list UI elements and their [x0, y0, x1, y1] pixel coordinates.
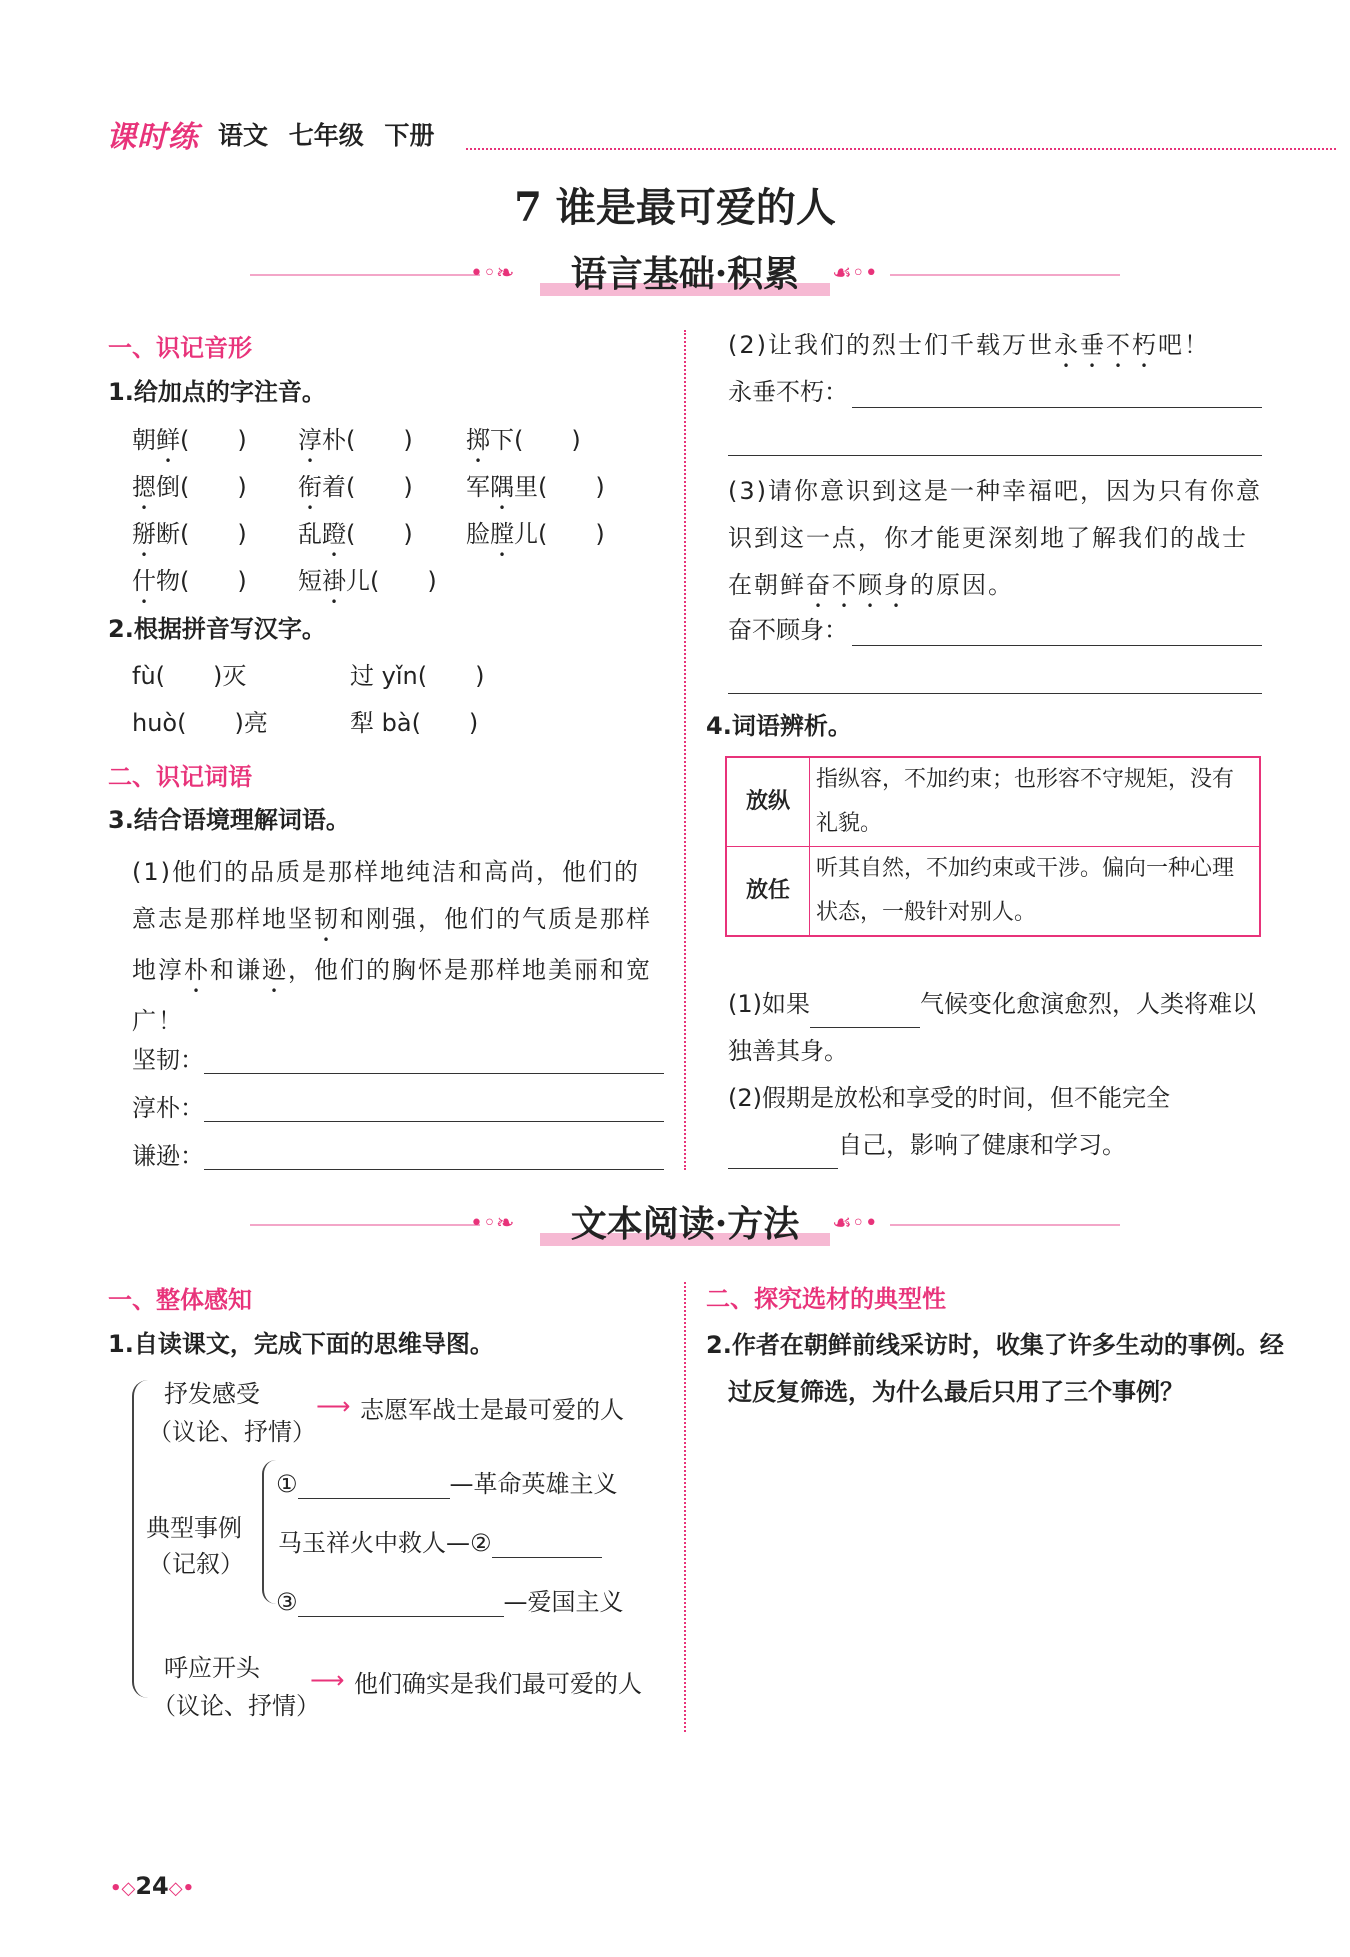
part-title-shiji-ciyu: 二、识记词语: [108, 763, 252, 791]
table-row: [726, 757, 1260, 847]
ornament-left-icon: •◦❧: [470, 261, 515, 286]
hanzi-item: fù( )灭: [132, 662, 247, 690]
mind-node-label: （记叙）: [148, 1550, 244, 1578]
ornament-right-icon: ☙◦•: [832, 261, 878, 286]
example-result: —革命英雄主义: [449, 1470, 618, 1498]
question-4-sentence-1: [728, 981, 1268, 1075]
answer-line[interactable]: [728, 455, 1262, 456]
answer-line[interactable]: [852, 407, 1262, 408]
header-divider: [466, 148, 1336, 150]
ornament-right-icon: ☙◦•: [832, 1211, 878, 1236]
word-label-fenbugushen: 奋不顾身：: [728, 616, 848, 644]
mind-node-result: 他们确实是我们最可爱的人: [354, 1670, 642, 1698]
table-word: 放任: [726, 847, 810, 937]
word-analysis-table: [725, 756, 1261, 937]
table-definition: 指纵容，不加约束；也形容不守规矩，没有礼貌。: [810, 757, 1261, 847]
mind-example-1: [276, 1464, 618, 1499]
mind-map-sub-brace: [262, 1460, 276, 1604]
pinyin-item: 摁倒( ): [132, 473, 247, 501]
example-number: ①: [276, 1470, 298, 1498]
mind-example-2: [278, 1523, 602, 1558]
pinyin-item: 什物( ): [132, 567, 247, 595]
question-3: 3.结合语境理解词语。: [108, 806, 350, 834]
page-number: •◇24◇•: [110, 1872, 195, 1900]
pinyin-item: 掰断( ): [132, 520, 247, 548]
question-4-sentence-2: [728, 1075, 1268, 1169]
table-row: [726, 847, 1260, 937]
answer-line[interactable]: [204, 1169, 664, 1170]
word-label-chunpu: 淳朴：: [132, 1094, 204, 1122]
column-divider-1: [684, 330, 686, 1170]
brand-logo: 课时练: [106, 120, 199, 155]
mind-node-label: 典型事例: [146, 1514, 242, 1542]
banner-title-2: 文本阅读·方法: [570, 1203, 800, 1245]
pinyin-item: 掷下( ): [466, 426, 581, 454]
fill-blank[interactable]: [298, 1472, 450, 1499]
example-text: 马玉祥火中救人—: [278, 1529, 470, 1557]
pinyin-item: 军隅里( ): [466, 473, 605, 501]
hanzi-item: huò( )亮: [132, 709, 268, 737]
word-label-yongchuibuxiu: 永垂不朽：: [728, 378, 848, 406]
pinyin-item: 朝鲜( ): [132, 426, 247, 454]
table-word: 放纵: [726, 757, 810, 847]
question-2-reading: [706, 1322, 1288, 1416]
answer-line[interactable]: [204, 1073, 664, 1074]
answer-line[interactable]: [852, 645, 1262, 646]
mind-example-3: [276, 1582, 624, 1617]
banner-title-1: 语言基础·积累: [570, 253, 800, 295]
question-3-passage-1: (1)他们的品质是那样地纯洁和高尚，他们的意志是那样地坚韧和刚强，他们的气质是那样地淳朴和谦逊，他们的胸怀是那样地美丽和宽广！: [132, 858, 652, 1035]
mind-node-label: （议论、抒情）: [152, 1692, 320, 1720]
sentence-part: (2)假期是放松和享受的时间，但不能完全: [728, 1084, 1170, 1112]
hanzi-item: 犁 bà( ): [350, 709, 479, 737]
pinyin-item: 乱蹬( ): [298, 520, 413, 548]
fill-blank[interactable]: [492, 1531, 602, 1558]
answer-line[interactable]: [204, 1121, 664, 1122]
mind-node-label: 抒发感受: [164, 1380, 260, 1408]
example-result: —爱国主义: [503, 1588, 624, 1616]
part-title-zhengti-ganzhi: 一、整体感知: [108, 1286, 252, 1314]
word-label-jianren: 坚韧：: [132, 1046, 204, 1074]
arrow-right-icon: ⟶: [316, 1392, 351, 1420]
fill-blank[interactable]: [728, 1142, 838, 1169]
part-title-shiji-yinxing: 一、识记音形: [108, 334, 252, 362]
pinyin-item: 衔着( ): [298, 473, 413, 501]
question-1: 1.给加点的字注音。: [108, 378, 326, 406]
mind-node-result: 志愿军战士是最可爱的人: [360, 1396, 624, 1424]
pinyin-item: 淳朴( ): [298, 426, 413, 454]
answer-line[interactable]: [728, 693, 1262, 694]
section-banner-1: [0, 250, 1350, 300]
table-definition: 听其自然，不加约束或干涉。偏向一种心理状态，一般针对别人。: [810, 847, 1261, 937]
fill-blank[interactable]: [298, 1590, 504, 1617]
page-title: 7 谁是最可爱的人: [514, 184, 836, 231]
sentence-part: 气候变化愈演愈烈，人类将难以独善其身。: [728, 990, 1256, 1065]
example-number: ②: [470, 1529, 492, 1557]
pinyin-item: 短褂儿( ): [298, 567, 437, 595]
fill-blank[interactable]: [810, 1001, 920, 1028]
question-4: 4.词语辨析。: [706, 712, 852, 740]
mind-node-label: （议论、抒情）: [148, 1418, 316, 1446]
question-3-passage-2: (2)让我们的烈士们千载万世永垂不朽吧！: [728, 331, 1210, 359]
header-subject: 语文 七年级 下册: [218, 121, 435, 150]
page-number-value: 24: [135, 1872, 169, 1900]
question-2: 2.根据拼音写汉字。: [108, 615, 326, 643]
mind-node-label: 呼应开头: [164, 1654, 260, 1682]
hanzi-item: 过 yǐn( ): [350, 662, 485, 690]
ornament-left-icon: •◦❧: [470, 1211, 515, 1236]
section-banner-2: [0, 1200, 1350, 1250]
sentence-part: (1)如果: [728, 990, 810, 1018]
question-1-reading: 1.自读课文，完成下面的思维导图。: [108, 1330, 494, 1358]
sentence-part: 自己，影响了健康和学习。: [838, 1131, 1126, 1159]
arrow-right-icon: ⟶: [310, 1666, 345, 1694]
question-text: 2.作者在朝鲜前线采访时，收集了许多生动的事例。经过反复筛选，为什么最后只用了三个事例？: [706, 1331, 1284, 1406]
word-label-qianxun: 谦逊：: [132, 1142, 204, 1170]
part-title-tanjiu: 二、探究选材的典型性: [706, 1285, 946, 1313]
question-3-passage-3: (3)请你意识到这是一种幸福吧，因为只有你意识到这一点，你才能更深刻地了解我们的战士在朝鲜奋不顾身的原因。: [728, 477, 1262, 599]
example-number: ③: [276, 1588, 298, 1616]
pinyin-item: 脸膛儿( ): [466, 520, 605, 548]
column-divider-2: [684, 1282, 686, 1732]
